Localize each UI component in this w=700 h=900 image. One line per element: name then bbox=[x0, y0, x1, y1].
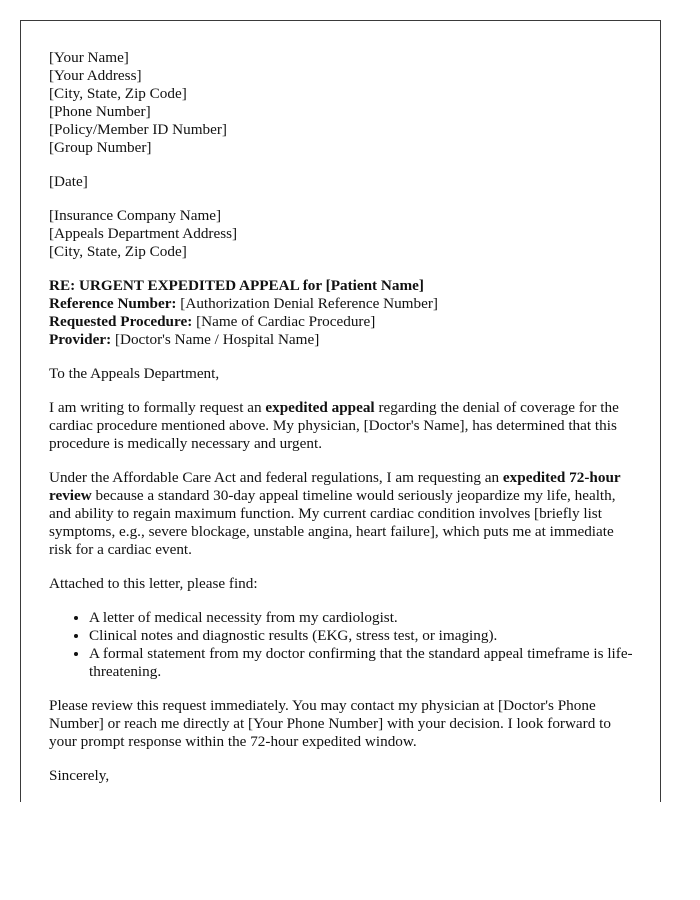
paragraph2-before: Under the Affordable Care Act and federal regulations, I am requesting an bbox=[49, 469, 503, 486]
reference-label: Reference Number: bbox=[49, 295, 177, 312]
reference-line bbox=[49, 295, 639, 313]
letter-date: [Date] bbox=[49, 173, 88, 190]
attachment-item: • A formal statement from my doctor confirming that the standard appeal timeframe is life-threatening. bbox=[89, 645, 639, 681]
paragraph-expedited-appeal bbox=[49, 399, 639, 453]
sender-block bbox=[49, 49, 639, 157]
sender-address: [Your Address] bbox=[49, 67, 142, 84]
paragraph2-bold: expedited 72-hour review bbox=[49, 469, 621, 504]
provider-value: [Doctor's Name / Hospital Name] bbox=[111, 331, 320, 348]
procedure-line bbox=[49, 313, 639, 331]
recipient-city-state-zip: [City, State, Zip Code] bbox=[49, 243, 187, 260]
paragraph-72-hour-review bbox=[49, 469, 639, 559]
procedure-value: [Name of Cardiac Procedure] bbox=[192, 313, 376, 330]
recipient-block bbox=[49, 207, 639, 261]
re-subject: RE: URGENT EXPEDITED APPEAL for [Patient Name] bbox=[49, 277, 424, 294]
attachment-item: • Clinical notes and diagnostic results (EKG, stress test, or imaging). bbox=[89, 627, 639, 645]
paragraph1-after: regarding the denial of coverage for the cardiac procedure mentioned above. My physician, [Doctor's Name], has determined that this procedure is medically necessary and urgent. bbox=[49, 399, 619, 452]
attachment-item: • A letter of medical necessity from my cardiologist. bbox=[89, 609, 639, 627]
sender-group: [Group Number] bbox=[49, 139, 152, 156]
sender-city-state-zip: [City, State, Zip Code] bbox=[49, 85, 187, 102]
paragraph1-bold: expedited appeal bbox=[265, 399, 375, 416]
signoff: Sincerely, bbox=[49, 767, 110, 784]
salutation: To the Appeals Department, bbox=[49, 365, 220, 382]
re-block bbox=[49, 277, 639, 349]
paragraph1-before: I am writing to formally request an bbox=[49, 399, 266, 416]
letter-page bbox=[20, 20, 661, 802]
provider-label: Provider: bbox=[49, 331, 112, 348]
reference-value: [Authorization Denial Reference Number] bbox=[176, 295, 438, 312]
sender-phone: [Phone Number] bbox=[49, 103, 151, 120]
provider-line bbox=[49, 331, 639, 349]
attachments-list bbox=[49, 609, 639, 681]
recipient-address: [Appeals Department Address] bbox=[49, 225, 238, 242]
attachments-intro: Attached to this letter, please find: bbox=[49, 575, 258, 592]
procedure-label: Requested Procedure: bbox=[49, 313, 193, 330]
letter-content bbox=[49, 49, 639, 801]
paragraph2-after: because a standard 30-day appeal timeline would seriously jeopardize my life, health, and ability to regain maximum function. My current cardiac condition involves [briefly list symptoms, e.g., severe blockage, unstable angina, heart failure], which puts me at immediate risk for a cardiac event. bbox=[49, 487, 616, 558]
recipient-company: [Insurance Company Name] bbox=[49, 207, 222, 224]
closing-paragraph: Please review this request immediately. You may contact my physician at [Doctor's Phone Number] or reach me directly at [Your Phone Number] with your decision. I look forward to your prompt response within the 72-hour expedited window. bbox=[49, 697, 611, 750]
re-subject-line bbox=[49, 277, 639, 295]
date-block bbox=[49, 173, 639, 191]
sender-policy-id: [Policy/Member ID Number] bbox=[49, 121, 227, 138]
sender-name: [Your Name] bbox=[49, 49, 129, 66]
